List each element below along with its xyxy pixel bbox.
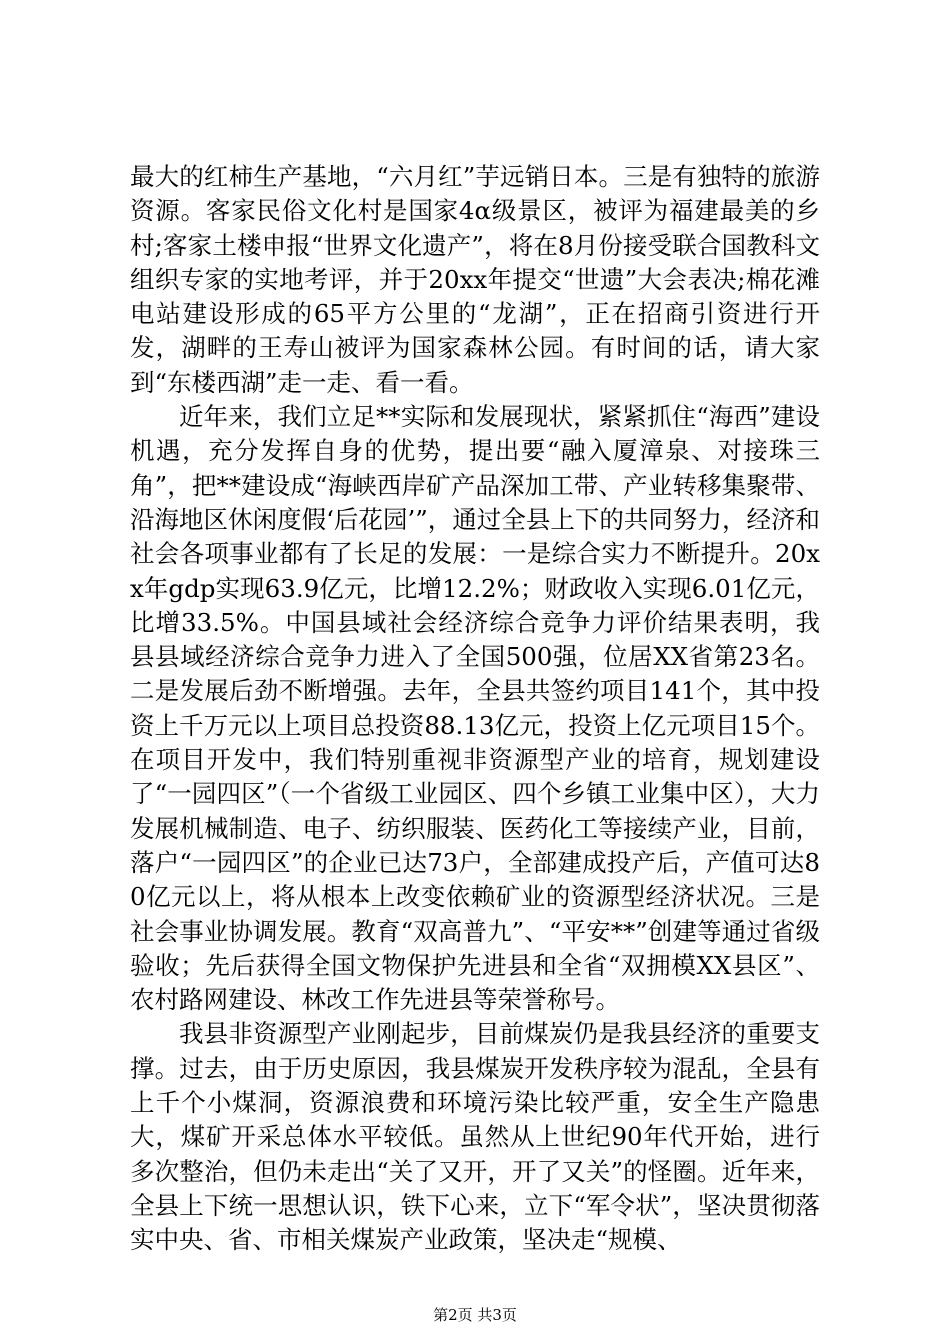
document-body	[130, 160, 820, 1258]
paragraph-2: 近年来，我们立足**实际和发展现状，紧紧抓住“海西”建设机遇，充分发挥自身的优势，提出要“融入厦漳泉、对接珠三角”，把**建设成“海峡西岸矿产品深加工带、产业转移集聚带、沿海地区休闲度假‘后花园’”，通过全县上下的共同努力，经济和社会各项事业都有了长足的发展：一是综合实力不断提升。20xx年gdp实现63.9亿元，比增12.2%；财政收入实现6.01亿元，比增33.5%。中国县域社会经济综合竞争力评价结果表明，我县县域经济综合竞争力进入了全国500强，位居XX省第23名。二是发展后劲不断增强。去年，全县共签约项目141个，其中投资上千万元以上项目总投资88.13亿元，投资上亿元项目15个。在项目开发中，我们特别重视非资源型产业的培育，规划建设了“一园四区”（一个省级工业园区、四个乡镇工业集中区），大力发展机械制造、电子、纺织服装、医药化工等接续产业，目前，落户“一园四区”的企业已达73户，全部建成投产后，产值可达80亿元以上，将从根本上改变依赖矿业的资源型经济状况。三是社会事业协调发展。教育“双高普九”、“平安**”创建等通过省级验收；先后获得全国文物保护先进县和全省“双拥模XX县区”、农村路网建设、林改工作先进县等荣誉称号。	[130, 402, 820, 1015]
paragraph-3: 我县非资源型产业刚起步，目前煤炭仍是我县经济的重要支撑。过去，由于历史原因，我县煤炭开发秩序较为混乱，全县有上千个小煤洞，资源浪费和环境污染比较严重，安全生产隐患大，煤矿开采总体水平较低。虽然从上世纪90年代开始，进行多次整治，但仍未走出“关了又开，开了又关”的怪圈。近年来，全县上下统一思想认识，铁下心来，立下“军令状”，坚决贯彻落实中央、省、市相关煤炭产业政策，坚决走“规模、	[130, 1019, 820, 1255]
page-number-footer: 第2页 共3页	[433, 1306, 517, 1324]
paragraph-1: 最大的红柿生产基地，“六月红”芋远销日本。三是有独特的旅游资源。客家民俗文化村是国家4α级景区，被评为福建最美的乡村;客家土楼申报“世界文化遗产”，将在8月份接受联合国教科文组织专家的实地考评，并于20xx年提交“世遗”大会表决;棉花滩电站建设形成的65平方公里的“龙湖”，正在招商引资进行开发，湖畔的王寿山被评为国家森林公园。有时间的话，请大家到“东楼西湖”走一走、看一看。	[130, 162, 820, 397]
